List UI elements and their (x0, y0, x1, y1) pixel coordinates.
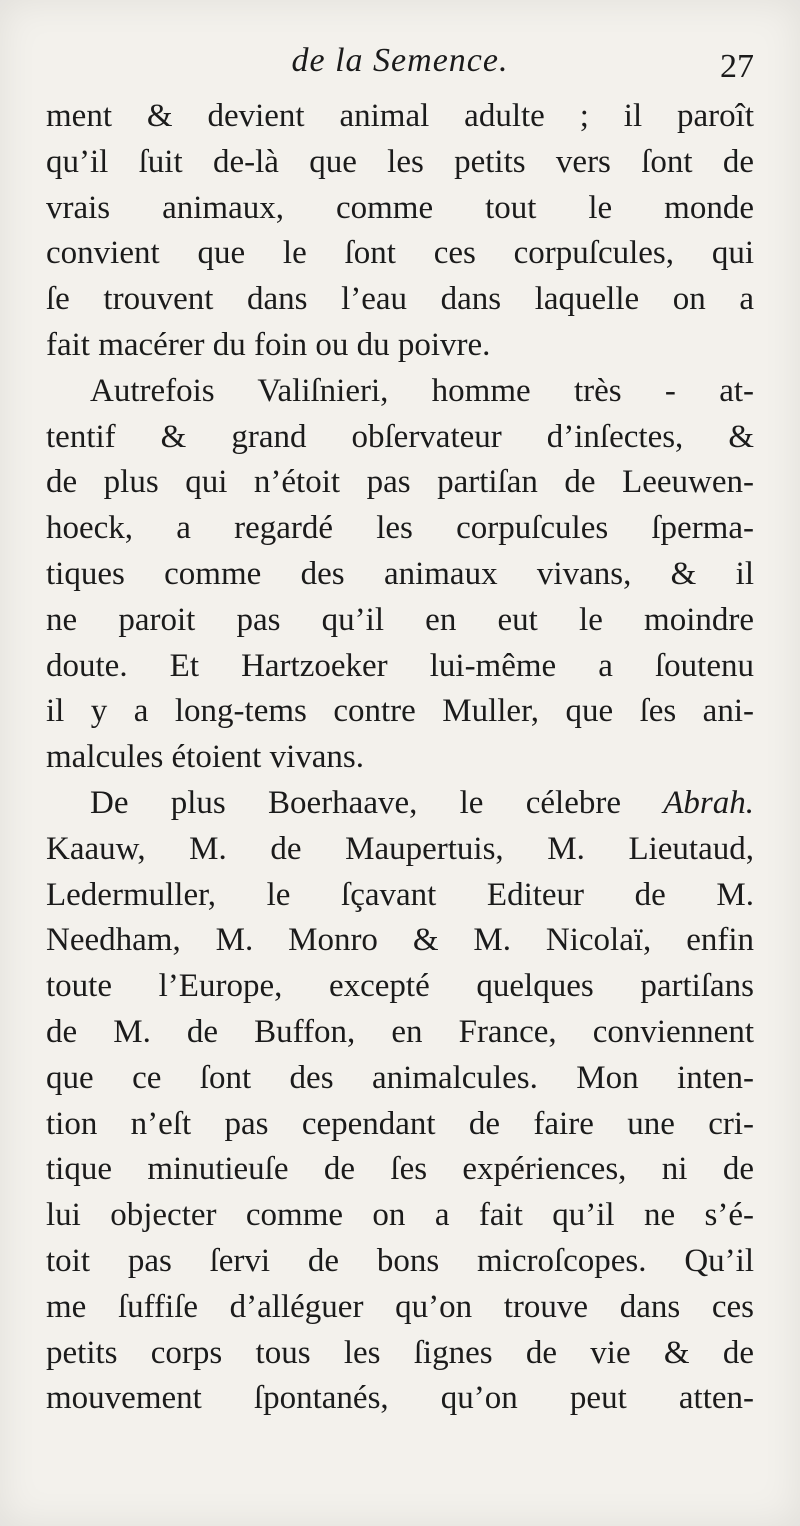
text-line: doute. Et Hartzoeker lui-même a ſoutenu (46, 647, 754, 684)
text-line: ſe trouvent dans l’eau dans laquelle on a (46, 281, 754, 318)
italic-name: Abrah. (663, 784, 754, 821)
body-text (46, 94, 754, 1422)
paragraph-3 (46, 781, 754, 1422)
text-line: hoeck, a regardé les corpuſcules ſperma- (46, 510, 754, 547)
text-line (46, 781, 754, 827)
text-line: que ce ſont des animalcules. Mon inten- (46, 1059, 754, 1096)
text-line: mouvement ſpontanés, qu’on peut atten- (46, 1380, 754, 1417)
text-line: malcules étoient vivans. (46, 739, 364, 776)
text-line: ment & devient animal adulte ; il paroît (46, 98, 754, 134)
text-line: qu’il ſuit de-là que les petits vers ſont de (46, 143, 754, 180)
paragraph-2 (46, 369, 754, 781)
text-line: fait macérer du foin ou du poivre. (46, 326, 491, 363)
text-line: Autrefois Valiſnieri, homme très - at- (90, 372, 754, 409)
running-head (46, 42, 754, 94)
text-line: lui objecter comme on a fait qu’il ne s’é- (46, 1197, 754, 1234)
page-number: 27 (720, 48, 754, 85)
text-line: Ledermuller, le ſçavant Editeur de M. (46, 876, 754, 913)
text-line: ne paroit pas qu’il en eut le moindre (46, 601, 754, 638)
text-line: de plus qui n’étoit pas partiſan de Leeuwen- (46, 464, 754, 501)
text-line: tique minutieuſe de ſes expériences, ni de (46, 1151, 754, 1188)
text-line: il y a long-tems contre Muller, que ſes ani- (46, 693, 754, 730)
text-line: convient que le ſont ces corpuſcules, qui (46, 235, 754, 272)
text-line: vrais animaux, comme tout le monde (46, 189, 754, 226)
text-line: Kaauw, M. de Maupertuis, M. Lieutaud, (46, 830, 754, 867)
text-line: petits corps tous les ſignes de vie & de (46, 1334, 754, 1371)
text-line-start: De plus Boerhaave, le célebre (90, 784, 664, 821)
text-line: tiques comme des animaux vivans, & il (46, 555, 754, 592)
text-line: tion n’eſt pas cependant de faire une cri- (46, 1105, 754, 1142)
text-line: me ſuffiſe d’alléguer qu’on trouve dans ces (46, 1288, 754, 1325)
text-line: toute l’Europe, excepté quelques partiſans (46, 968, 754, 1005)
text-line: de M. de Buffon, en France, conviennent (46, 1013, 754, 1050)
text-line: Needham, M. Monro & M. Nicolaï, enfin (46, 922, 754, 959)
running-title: de la Semence. (291, 42, 509, 79)
paragraph-1 (46, 94, 754, 369)
text-line: toit pas ſervi de bons microſcopes. Qu’il (46, 1242, 754, 1279)
text-line: tentif & grand obſervateur d’inſectes, & (46, 418, 754, 455)
page-content (46, 42, 754, 1486)
